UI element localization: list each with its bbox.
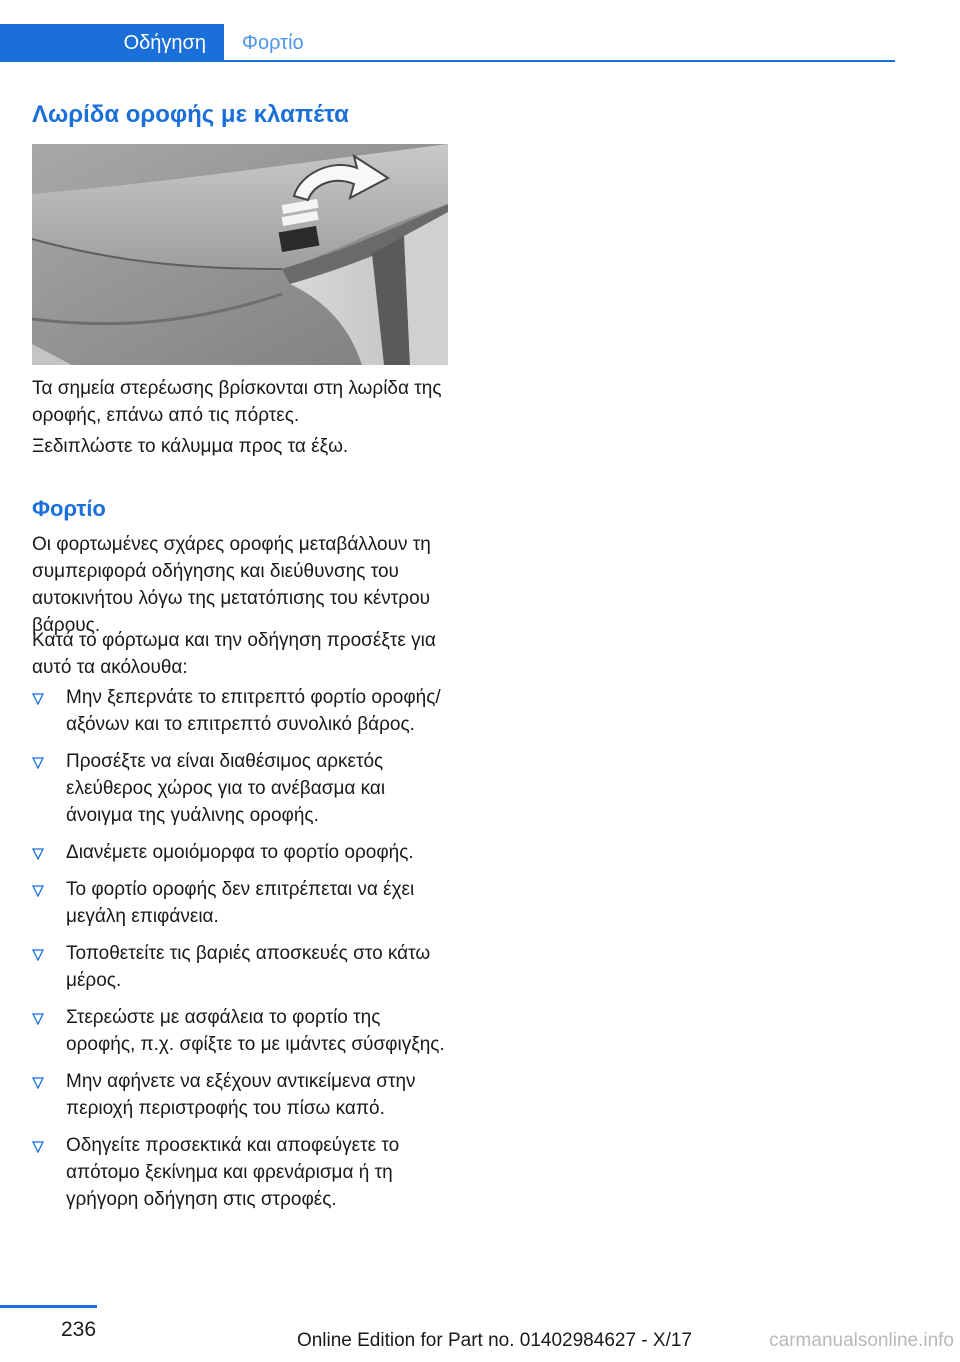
load-attention-text: Κατά το φόρτωμα και την οδήγηση προσέξτε για αυτό τα ακόλουθα:	[32, 630, 436, 678]
list-item-text: Τοποθετείτε τις βαριές αποσκευές στο κάτω μέρος.	[66, 943, 431, 991]
list-item	[32, 839, 452, 866]
roof-rail-illustration	[32, 144, 448, 365]
list-item-text: Οδηγείτε προσεκτικά και αποφεύγετε το απότομο ξεκίνημα και φρενάρισμα ή τη γρήγορη οδήγηση στις στροφές.	[66, 1135, 400, 1210]
list-item	[32, 1004, 452, 1058]
list-item	[32, 1068, 452, 1122]
triangle-bullet-icon	[32, 949, 44, 961]
triangle-bullet-icon	[32, 1077, 44, 1089]
list-item-text: Διανέμετε ομοιόμορφα το φορτίο οροφής.	[66, 842, 414, 863]
triangle-bullet-icon	[32, 757, 44, 769]
page-number: 236	[61, 1318, 97, 1341]
header-divider	[0, 60, 895, 62]
edition-label: Online Edition for Part no. 01402984627 - X/17	[296, 1330, 692, 1351]
section-title: Λωρίδα οροφής με κλαπέτα	[32, 101, 349, 128]
unfold-cover-text: Ξεδιπλώστε το κάλυμμα προς τα έξω.	[32, 436, 349, 457]
subsection-title: Φορτίο	[32, 496, 106, 521]
list-item-text: Μην αφήνετε να εξέχουν αντικείμενα στην περιοχή περιστροφής του πίσω καπό.	[66, 1071, 416, 1119]
mounting-points-text: Τα σημεία στερέωσης βρίσκονται στη λωρίδα της οροφής, επάνω από τις πόρτες.	[32, 378, 442, 426]
tab-driving[interactable]: Οδήγηση	[0, 24, 224, 62]
watermark: carmanualsonline.info	[769, 1330, 954, 1351]
triangle-bullet-icon	[32, 885, 44, 897]
roof-rail-figure	[32, 144, 448, 365]
load-instructions-list	[32, 684, 452, 1223]
triangle-bullet-icon	[32, 1141, 44, 1153]
list-item-text: Προσέξτε να είναι διαθέσιμος αρκετός ελεύθερος χώρος για το ανέβασμα και άνοιγμα της γυάλινης οροφής.	[66, 751, 386, 826]
footer-divider	[0, 1305, 97, 1308]
load-intro-text: Οι φορτωμένες σχάρες οροφής μεταβάλλουν τη συμπεριφορά οδήγησης και διεύθυνσης του αυτοκινήτου λόγω της μετατόπισης του κέντρου βάρους.	[32, 534, 431, 636]
page-header	[0, 0, 895, 62]
triangle-bullet-icon	[32, 848, 44, 860]
list-item-text: Στερεώστε με ασφάλεια το φορτίο της οροφής, π.χ. σφίξτε το με ιμάντες σύσφιγξης.	[66, 1007, 445, 1055]
list-item	[32, 876, 452, 930]
list-item	[32, 940, 452, 994]
triangle-bullet-icon	[32, 1013, 44, 1025]
list-item-text: Μην ξεπερνάτε το επιτρεπτό φορτίο οροφής/αξόνων και το επιτρεπτό συνολικό βάρος.	[66, 687, 441, 735]
triangle-bullet-icon	[32, 693, 44, 705]
list-item	[32, 748, 452, 829]
list-item	[32, 684, 452, 738]
list-item-text: Το φορτίο οροφής δεν επιτρέπεται να έχει μεγάλη επιφάνεια.	[66, 879, 415, 927]
list-item	[32, 1132, 452, 1213]
tab-load[interactable]: Φορτίο	[242, 31, 304, 54]
